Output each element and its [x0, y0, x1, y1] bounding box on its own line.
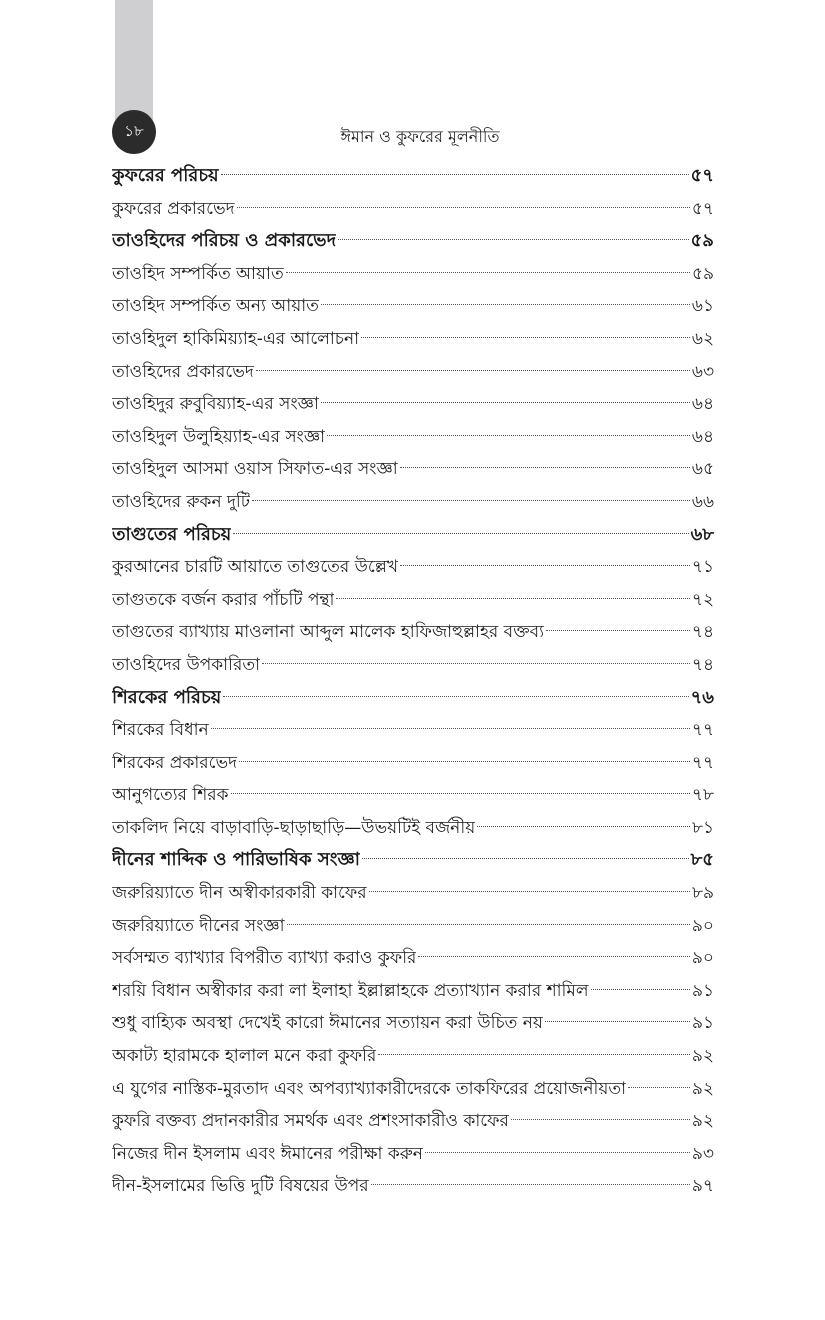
toc-dot-leader	[321, 402, 690, 403]
toc-entry-page: ৯২	[691, 1046, 714, 1067]
toc-entry	[112, 877, 714, 910]
toc-entry-title: তাগুতকে বর্জন করার পাঁচটি পন্থা	[112, 589, 335, 610]
toc-entry-page: ৭৭	[691, 752, 714, 773]
toc-dot-leader	[361, 337, 690, 338]
toc-dot-leader	[425, 1152, 690, 1153]
toc-entry	[112, 910, 714, 943]
toc-entry-page: ৭১	[691, 557, 714, 578]
toc-entry-title: দীনের শাব্দিক ও পারিভাষিক সংজ্ঞা	[112, 849, 360, 871]
toc-entry	[112, 1073, 714, 1106]
toc-entry-page: ৫৯	[690, 230, 714, 252]
toc-entry-page: ৫৭	[690, 165, 714, 186]
toc-dot-leader	[221, 174, 689, 175]
toc-entry-title: কুফরের পরিচয়	[112, 165, 219, 186]
toc-entry	[112, 1040, 714, 1073]
toc-entry-title: শিরকের প্রকারভেদ	[112, 752, 238, 773]
toc-entry	[112, 193, 714, 226]
toc-dot-leader	[231, 793, 690, 794]
toc-entry-title: তাগুতের পরিচয়	[112, 523, 232, 545]
toc-entry	[112, 551, 714, 584]
toc-dot-leader	[338, 239, 689, 240]
toc-entry	[112, 1170, 714, 1203]
toc-entry-page: ৬৫	[691, 459, 714, 480]
toc-entry-page: ৯৭	[691, 1176, 714, 1197]
toc-entry-page: ৭২	[691, 589, 714, 610]
toc-entry-title: কুরআনের চারটি আয়াতে তাগুতের উল্লেখ	[112, 557, 398, 578]
page-number-badge	[112, 110, 156, 154]
toc-entry-page: ৬৪	[691, 426, 714, 447]
toc-entry-title: শিরকের পরিচয়	[112, 686, 222, 708]
toc-entry-page: ৯২	[691, 1078, 714, 1099]
toc-entry	[112, 649, 714, 682]
toc-entry-title: তাগুতের ব্যাখ্যায় মাওলানা আব্দুল মালেক হাফিজাহুল্লাহর বক্তব্য	[112, 622, 545, 643]
toc-dot-leader	[223, 696, 688, 697]
toc-entry	[112, 323, 714, 356]
toc-dot-leader	[628, 1087, 690, 1088]
toc-entry-title: তাওহিদের উপকারিতা	[112, 654, 261, 675]
toc-entry	[112, 421, 714, 454]
toc-entry	[112, 356, 714, 389]
toc-dot-leader	[321, 304, 690, 305]
toc-dot-leader	[591, 989, 690, 990]
toc-entry-page: ৯০	[691, 915, 714, 936]
toc-dot-leader	[511, 1119, 690, 1120]
toc-dot-leader	[211, 728, 690, 729]
toc-entry-title: তাওহিদুর রুবুবিয়্যাহ-এর সংজ্ঞা	[112, 394, 319, 415]
toc-entry-title: তাওহিদের পরিচয় ও প্রকারভেদ	[112, 230, 337, 252]
toc-entry-page: ৯১	[691, 980, 714, 1001]
toc-dot-leader	[400, 565, 690, 566]
toc-entry-title: অকাট্য হারামকে হালাল মনে করা কুফরি	[112, 1046, 377, 1067]
toc-entry	[112, 1105, 714, 1138]
toc-dot-leader	[286, 272, 690, 273]
toc-entry	[112, 812, 714, 845]
toc-entry	[112, 779, 714, 812]
toc-entry-title: শিরকের বিধান	[112, 720, 209, 741]
toc-entry-title: কুফরের প্রকারভেদ	[112, 198, 235, 219]
toc-entry-page: ৬৬	[691, 491, 714, 512]
toc-dot-leader	[371, 1184, 690, 1185]
toc-dot-leader	[262, 663, 690, 664]
toc-dot-leader	[256, 370, 690, 371]
toc-entry	[112, 290, 714, 323]
toc-entry-page: ৯২	[691, 1111, 714, 1132]
toc-entry-page: ৬২	[691, 328, 714, 349]
toc-entry	[112, 258, 714, 291]
toc-entry-title: সর্বসম্মত ব্যাখ্যার বিপরীত ব্যাখ্যা করাও কুফরি	[112, 948, 417, 969]
toc-entry-title: নিজের দীন ইসলাম এবং ঈমানের পরীক্ষা করুন	[112, 1143, 423, 1164]
toc-entry-page: ৫৭	[691, 198, 714, 219]
toc-dot-leader	[378, 1054, 690, 1055]
toc-dot-leader	[237, 207, 690, 208]
toc-entry-page: ৯০	[691, 948, 714, 969]
toc-dot-leader	[233, 533, 688, 534]
toc-entry-page: ৭৪	[691, 654, 714, 675]
toc-dot-leader	[545, 1021, 690, 1022]
toc-entry-title: তাওহিদুল উলুহিয়্যাহ-এর সংজ্ঞা	[112, 426, 326, 447]
toc-entry-title: শরয়ি বিধান অস্বীকার করা লা ইলাহা ইল্লাল্লাহকে প্রত্যাখ্যান করার শামিল	[112, 980, 589, 1001]
toc-entry-title: শুধু বাহ্যিক অবস্থা দেখেই কারো ঈমানের সত্যায়ন করা উচিত নয়	[112, 1013, 543, 1034]
toc-entry-page: ৭৪	[691, 622, 714, 643]
toc-entry-title: কুফরি বক্তব্য প্রদানকারীর সমর্থক এবং প্রশংসাকারীও কাফের	[112, 1111, 509, 1132]
toc-entry-title: তাওহিদ সম্পর্কিত অন্য আয়াত	[112, 296, 319, 317]
toc-section-heading	[112, 160, 714, 193]
toc-dot-leader	[239, 761, 690, 762]
toc-entry-title: তাওহিদুল আসমা ওয়াস সিফাত-এর সংজ্ঞা	[112, 459, 398, 480]
toc-entry-page: ৮৫	[690, 849, 714, 871]
toc-entry-page: ৫৯	[691, 263, 714, 284]
toc-dot-leader	[400, 467, 690, 468]
toc-entry-page: ৬১	[691, 296, 714, 317]
page-number: ১৮	[124, 121, 144, 140]
toc-dot-leader	[327, 435, 690, 436]
toc-entry	[112, 747, 714, 780]
toc-section-heading	[112, 519, 714, 552]
toc-entry	[112, 714, 714, 747]
page-side-tab	[115, 0, 153, 120]
toc-section-heading	[112, 844, 714, 877]
toc-dot-leader	[287, 924, 690, 925]
toc-entry-page: ৬৩	[691, 361, 714, 382]
toc-entry-title: তাওহিদের রুকন দুটি	[112, 491, 251, 512]
toc-entry-title: জরুরিয়্যাতে দীন অস্বীকারকারী কাফের	[112, 883, 367, 904]
toc-entry	[112, 1138, 714, 1171]
toc-entry-title: তাওহিদের প্রকারভেদ	[112, 361, 254, 382]
toc-entry-page: ৯৩	[691, 1143, 714, 1164]
toc-entry	[112, 1007, 714, 1040]
toc-entry-page: ৭৬	[690, 686, 714, 708]
running-header-title: ঈমান ও কুফরের মূলনীতি	[340, 127, 500, 146]
toc-entry	[112, 486, 714, 519]
toc-dot-leader	[336, 598, 689, 599]
toc-entry-page: ৯১	[691, 1013, 714, 1034]
toc-entry-title: তাকলিদ নিয়ে বাড়াবাড়ি-ছাড়াছাড়ি—উভয়টিই বর্জনীয়	[112, 817, 476, 838]
toc-entry-page: ৭৭	[691, 720, 714, 741]
toc-entry-page: ৮৯	[691, 883, 714, 904]
toc-entry	[112, 616, 714, 649]
toc-entry	[112, 453, 714, 486]
toc-dot-leader	[418, 956, 689, 957]
toc-dot-leader	[546, 630, 690, 631]
toc-dot-leader	[252, 500, 690, 501]
toc-dot-leader	[477, 826, 690, 827]
toc-entry-page: ৬৮	[690, 523, 714, 545]
toc-entry	[112, 388, 714, 421]
toc-entry-page: ৬৪	[691, 394, 714, 415]
toc-entry-page: ৮১	[691, 817, 714, 838]
toc-entry-title: জরুরিয়্যাতে দীনের সংজ্ঞা	[112, 915, 285, 936]
toc-section-heading	[112, 682, 714, 715]
toc-entry-title: তাওহিদুল হাকিমিয়্যাহ-এর আলোচনা	[112, 328, 360, 349]
toc-entry	[112, 975, 714, 1008]
toc-entry-page: ৭৮	[691, 785, 714, 806]
toc-entry-title: দীন-ইসলামের ভিত্তি দুটি বিষয়ের উপর	[112, 1176, 369, 1197]
toc-entry	[112, 584, 714, 617]
toc-section-heading	[112, 225, 714, 258]
table-of-contents	[112, 160, 714, 1203]
toc-entry-title: এ যুগের নাস্তিক-মুরতাদ এবং অপব্যাখ্যাকারীদেরকে তাকফিরের প্রয়োজনীয়তা	[112, 1078, 627, 1099]
toc-dot-leader	[369, 891, 690, 892]
toc-entry-title: তাওহিদ সম্পর্কিত আয়াত	[112, 263, 284, 284]
toc-entry-title: আনুগত্যের শিরক	[112, 785, 229, 806]
toc-entry	[112, 942, 714, 975]
toc-dot-leader	[362, 858, 689, 859]
